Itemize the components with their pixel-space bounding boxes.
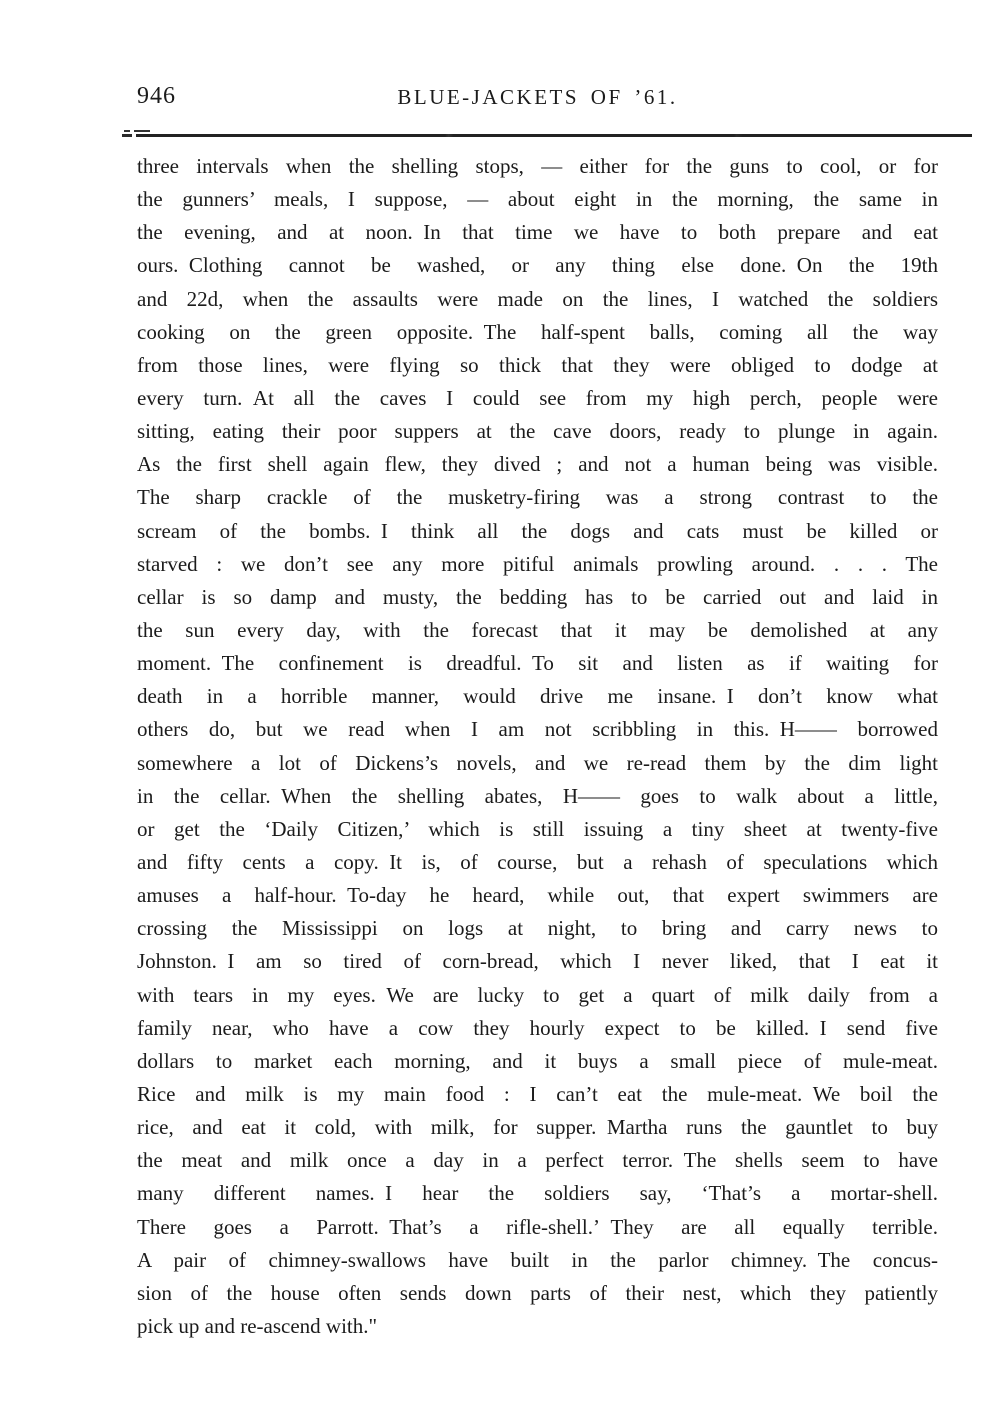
text-line: scream of the bombs. I think all the dogs and cats must be killed or [137, 518, 938, 543]
text-line: and 22d, when the assaults were made on the lines, I watched the soldiers [137, 286, 938, 311]
text-line: There goes a Parrott. That’s a rifle-shell.’ They are all equally terrible. [137, 1214, 938, 1239]
text-line: family near, who have a cow they hourly expect to be killed. I send five [137, 1015, 938, 1040]
text-line: the gunners’ meals, I suppose, — about eight in the morning, the same in [137, 187, 938, 212]
text-line: somewhere a lot of Dickens’s novels, and we re-read them by the dim light [137, 750, 938, 775]
text-line: ours. Clothing cannot be washed, or any thing else done. On the 19th [137, 253, 938, 278]
text-line: A pair of chimney-swallows have built in the parlor chimney. The concus- [137, 1247, 938, 1272]
page-number: 946 [137, 83, 176, 109]
text-line: in the cellar. When the shelling abates, H—— goes to walk about a little, [137, 783, 938, 808]
text-line: sion of the house often sends down parts of their nest, which they patiently [137, 1280, 938, 1305]
text-line: starved : we don’t see any more pitiful animals prowling around. . . . The [137, 551, 938, 576]
body-text [137, 150, 938, 1343]
text-line: death in a horrible manner, would drive me insane. I don’t know what [137, 684, 938, 709]
text-line: sitting, eating their poor suppers at the cave doors, ready to plunge in again. [137, 419, 938, 444]
text-line: crossing the Mississippi on logs at night, to bring and carry news to [137, 916, 938, 941]
text-line: rice, and eat it cold, with milk, for supper. Martha runs the gauntlet to buy [137, 1115, 938, 1140]
text-line: moment. The confinement is dreadful. To sit and listen as if waiting for [137, 651, 938, 676]
text-line: pick up and re-ascend with." [137, 1313, 378, 1338]
text-line: the meat and milk once a day in a perfect terror. The shells seem to have [137, 1148, 938, 1173]
text-line: cellar is so damp and musty, the bedding has to be carried out and laid in [137, 584, 938, 609]
text-line: As the first shell again flew, they dived ; and not a human being was visible. [137, 452, 938, 477]
text-line: Johnston. I am so tired of corn-bread, which I never liked, that I eat it [137, 949, 938, 974]
text-line: cooking on the green opposite. The half-spent balls, coming all the way [137, 319, 938, 344]
text-line: or get the ‘Daily Citizen,’ which is still issuing a tiny sheet at twenty-five [137, 816, 938, 841]
text-line: The sharp crackle of the musketry-firing was a strong contrast to the [137, 485, 938, 510]
text-line: with tears in my eyes. We are lucky to get a quart of milk daily from a [137, 982, 938, 1007]
text-line: the evening, and at noon. In that time we have to both prepare and eat [137, 220, 938, 245]
text-line: amuses a half-hour. To-day he heard, while out, that expert swimmers are [137, 883, 938, 908]
running-title: BLUE-JACKETS OF ’61. [397, 85, 678, 109]
text-line: and fifty cents a copy. It is, of course, but a rehash of speculations which [137, 849, 938, 874]
text-line: every turn. At all the caves I could see from my high perch, people were [137, 385, 938, 410]
header-rule [122, 134, 972, 137]
text-line: many different names. I hear the soldiers say, ‘That’s a mortar-shell. [137, 1181, 938, 1206]
text-line: three intervals when the shelling stops, — either for the guns to cool, or for [137, 154, 938, 178]
text-line: others do, but we read when I am not scribbling in this. H—— borrowed [137, 717, 938, 742]
running-header [137, 83, 938, 113]
text-line: from those lines, were flying so thick that they were obliged to dodge at [137, 352, 938, 377]
text-line: dollars to market each morning, and it buys a small piece of mule-meat. [137, 1048, 938, 1073]
text-line: the sun every day, with the forecast that it may be demolished at any [137, 617, 938, 642]
text-line: Rice and milk is my main food : I can’t eat the mule-meat. We boil the [137, 1081, 938, 1106]
